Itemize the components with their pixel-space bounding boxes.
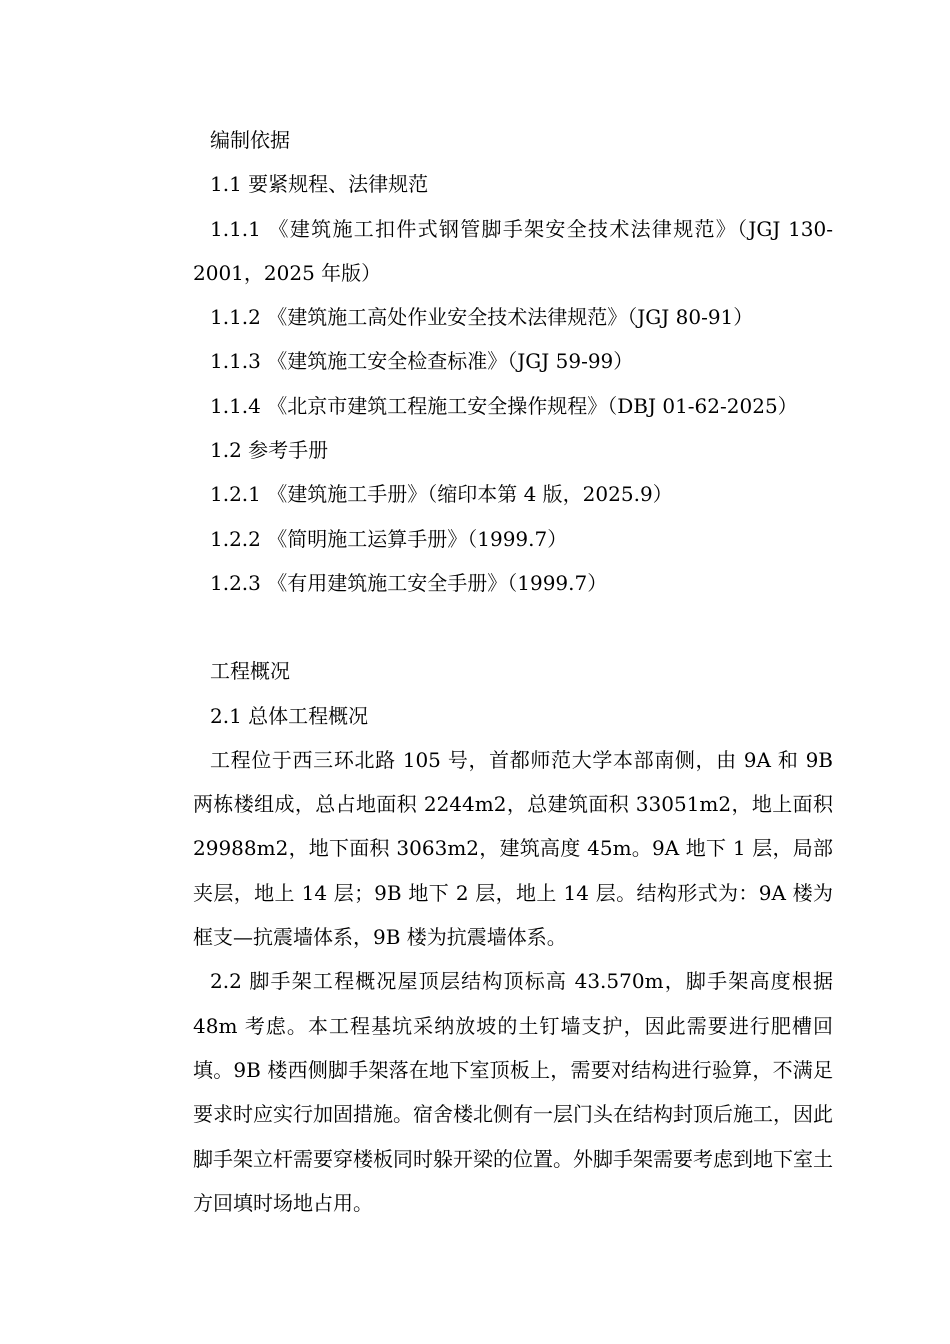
- section-heading-compilation-basis: 编制依据: [210, 128, 290, 152]
- subsection-heading-1-2: 1.2 参考手册: [210, 438, 329, 463]
- subsection-heading-2-1: 2.1 总体工程概况: [210, 703, 369, 728]
- paragraph-2-1: 工程位于西三环北路 105 号，首都师范大学本部南侧，由 9A 和 9B 两栋楼组成，总占地面积 2244m2，总建筑面积 33051m2，地上面积 29988m2，地下面积 3063m2，建筑高度 45m。9A 地下 1 层，局部夹层，地上 14 层；9B 地下 2 层，地上 14 层。结构形式为：9A 楼为框支—抗震墙体系，9B 楼为抗震墙体系。: [193, 747, 833, 950]
- document-body: [193, 118, 833, 1225]
- paragraph-2-2: 2.2 脚手架工程概况屋顶层结构顶标高 43.570m，脚手架高度根据 48m 考虑。本工程基坑采纳放坡的土钉墙支护，因此需要进行肥槽回填。9B 楼西侧脚手架落在地下室顶板上，需要对结构进行验算，不满足要求时应实行加固措施。宿舍楼北侧有一层门头在结构封顶后施工，因此脚手架立杆需要穿楼板同时躲开梁的位置。外脚手架需要考虑到地下室土方回填时场地占用。: [193, 969, 833, 1215]
- subsection-heading-1-1: 1.1 要紧规程、法律规范: [210, 172, 429, 197]
- list-item-1-1-2: 1.1.2 《建筑施工高处作业安全技术法律规范》（JGJ 80-91）: [210, 305, 754, 330]
- section-spacer: [193, 605, 833, 649]
- list-item-1-1-1: 1.1.1 《建筑施工扣件式钢管脚手架安全技术法律规范》（JGJ 130-2001，2025 年版）: [193, 216, 833, 285]
- list-item-1-2-2: 1.2.2 《简明施工运算手册》（1999.7）: [210, 526, 568, 551]
- section-heading-project-overview: 工程概况: [210, 659, 290, 684]
- list-item-1-1-4: 1.1.4 《北京市建筑工程施工安全操作规程》（DBJ 01-62-2025）: [210, 393, 798, 418]
- list-item-1-2-3: 1.2.3 《有用建筑施工安全手册》（1999.7）: [210, 570, 608, 595]
- list-item-1-2-1: 1.2.1 《建筑施工手册》（缩印本第 4 版，2025.9）: [210, 482, 673, 507]
- list-item-1-1-3: 1.1.3 《建筑施工安全检查标准》（JGJ 59-99）: [210, 349, 634, 374]
